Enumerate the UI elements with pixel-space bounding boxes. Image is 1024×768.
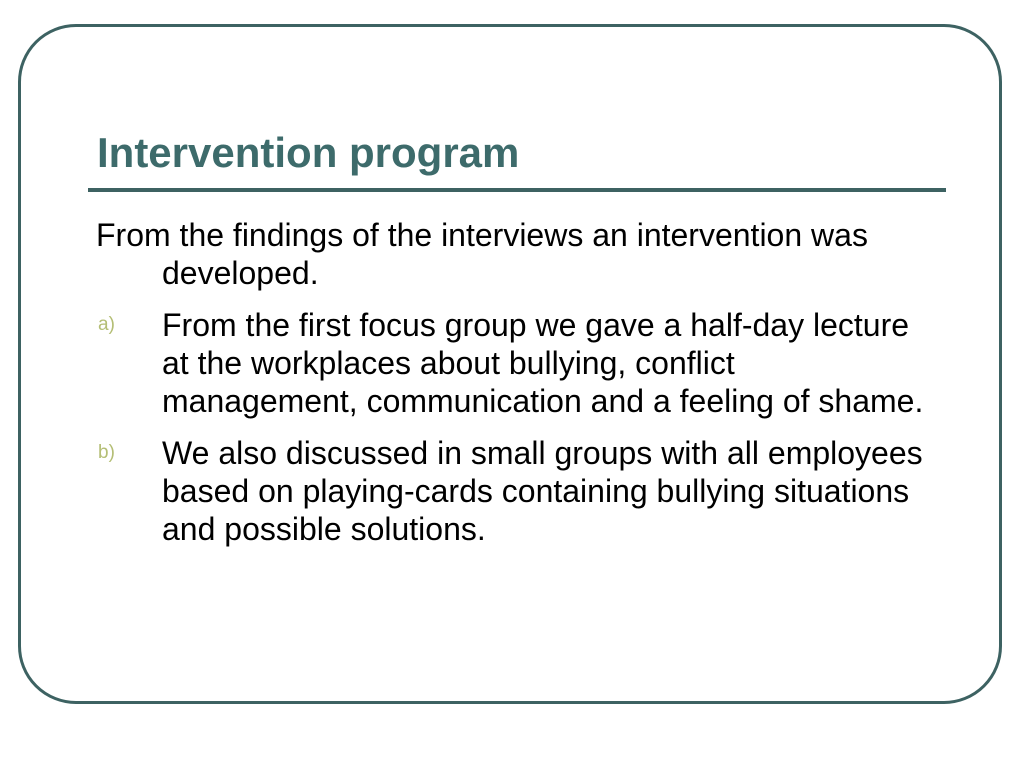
intro-paragraph: From the findings of the interviews an intervention was developed. xyxy=(96,217,868,291)
title-divider xyxy=(88,188,946,192)
slide-body xyxy=(96,216,926,562)
list-item-text-b: We also discussed in small groups with all employees based on playing-cards containing bullying situations and possible solutions. xyxy=(162,435,923,547)
list-item-text-a: From the first focus group we gave a half-day lecture at the workplaces about bullying, conflict management, communication and a feeling of shame. xyxy=(162,307,924,419)
list-marker-a: a) xyxy=(98,314,115,335)
list-item-a xyxy=(96,306,926,420)
list-marker-b: b) xyxy=(98,442,115,463)
slide-title: Intervention program xyxy=(97,129,520,176)
list-item-b xyxy=(96,434,926,548)
